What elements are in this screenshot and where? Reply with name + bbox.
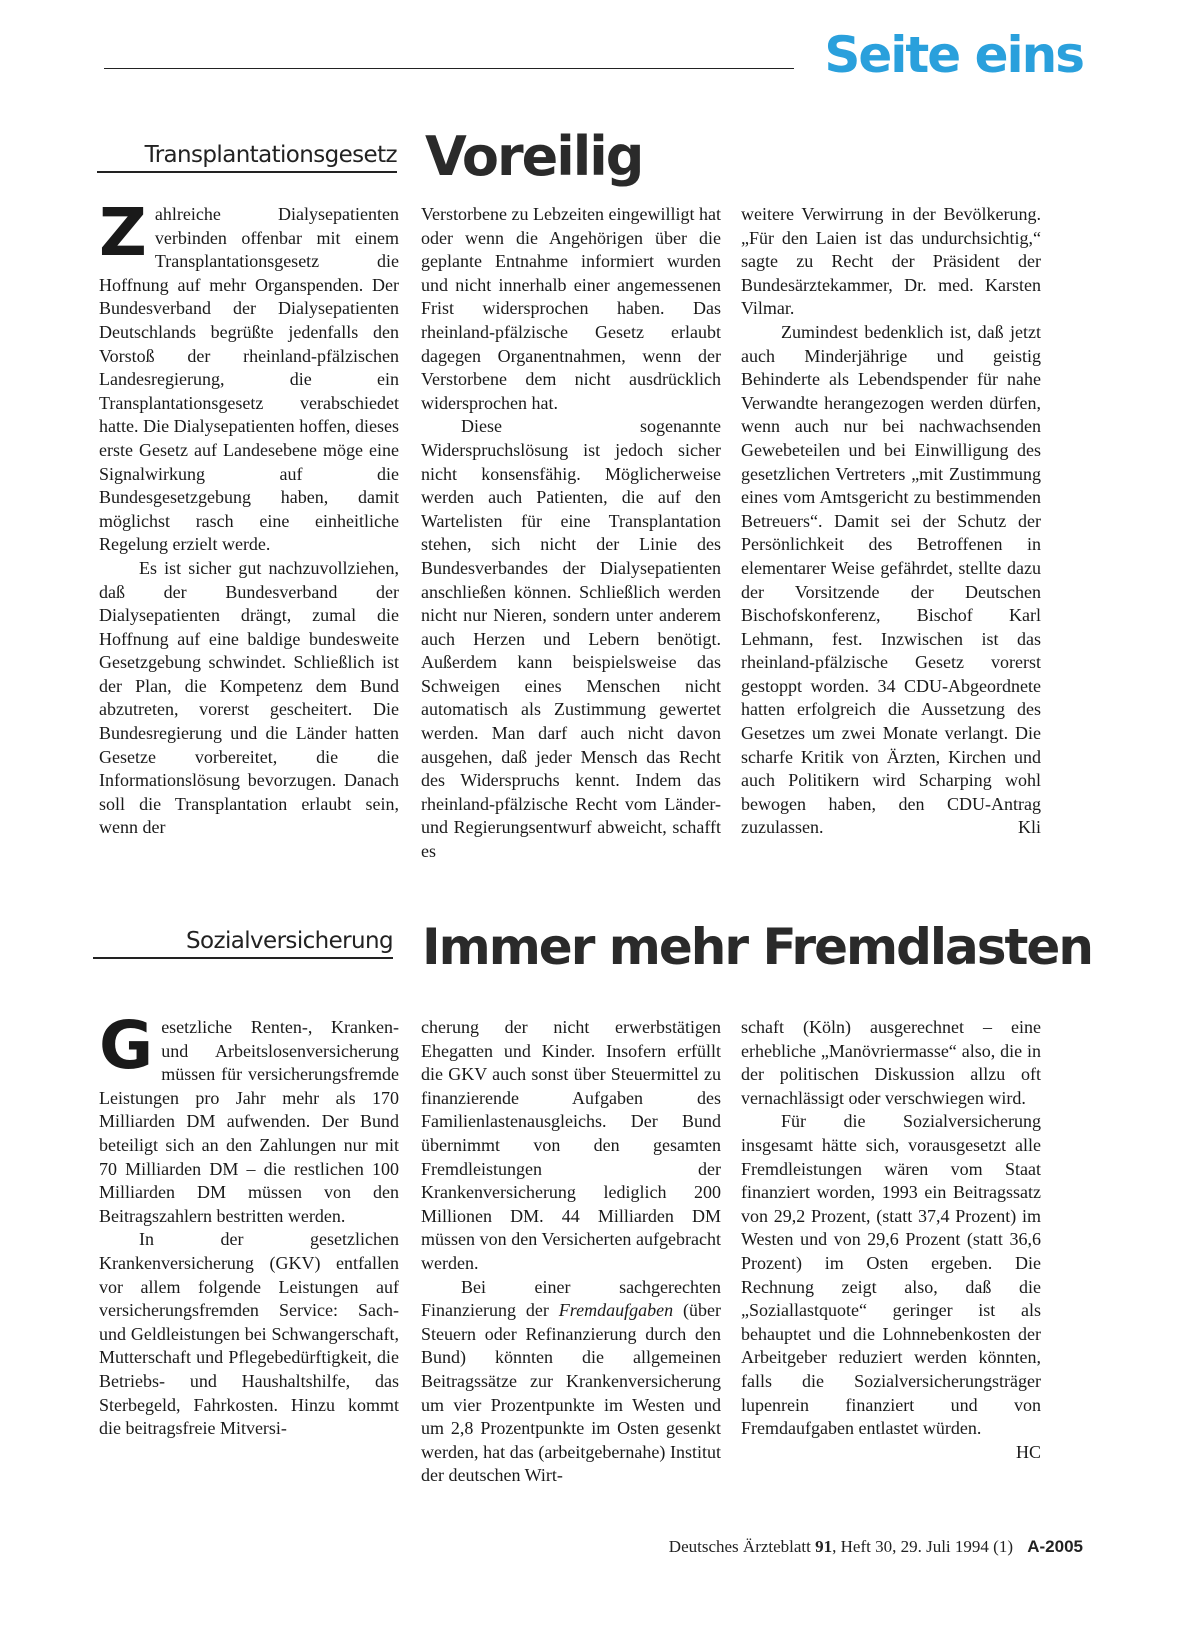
article1-headline: Voreilig [425, 125, 643, 188]
article2-col1-para1: Gesetzliche Renten-, Kranken- und Arbeitslosenversicherung müssen für versicherungsfremde Leistungen pro Jahr mehr als 170 Milliarden DM aufwenden. Der Bund beteiligt sich an den Zahlungen nur mit 70 Milliarden DM – die restlichen 100 Milliarden DM müssen von den Beitragszahlern bestritten werden. [99, 1007, 399, 1226]
page-footer [669, 1537, 1083, 1557]
article1-kicker: Transplantationsgesetz [97, 142, 397, 173]
article1-signature: Kli [1017, 817, 1041, 838]
article2-col2-para1: cherung der nicht erwerbstätigen Ehegatten und Kinder. Insofern erfüllt die GKV auch sonst über Steuermittel zu finanzierende Aufgaben des Familienlastenausgleichs. Der Bund übernimmt von den gesamten Fremdleistungen der Krankenversicherung lediglich 200 Millionen DM. 44 Milliarden DM müssen von den Versicherten aufgebracht werden. [421, 1017, 721, 1273]
article1-column-3 [741, 203, 1041, 840]
emphasis-fremdaufgaben: Fremdaufgaben [558, 1300, 674, 1321]
article2-column-3 [741, 1016, 1041, 1464]
article2-headline: Immer mehr Fremdlasten [422, 918, 1092, 976]
article2-col1-para2: In der gesetzlichen Krankenversicherung (GKV) entfallen vor allem folgende Leistungen auf versicherungsfremden Service: Sach- und Geldleistungen bei Schwangerschaft, Mutterschaft und Pflegebedürftigkeit, die Betriebs- und Haushaltshilfe, das Sterbegeld, Fahrkosten. Hinzu kommt die beitragsfreie Mitversi- [99, 1229, 399, 1439]
article1-col1-para2: Es ist sicher gut nachzuvollziehen, daß der Bundesverband der Dialysepatienten drängt, zumal die Hoffnung auf eine baldige bundesweite Gesetzgebung schwindet. Schließlich ist der Plan, die Kompetenz dem Bund abzutreten, vorerst gescheitert. Die Bundesregierung und die Länder hatten Gesetze vorbereitet, die die Informationslösung bevorzugen. Danach soll die Transplantation erlaubt sein, wenn der [99, 557, 399, 838]
article2-col3-para2: Für die Sozialversicherung insgesamt hätte sich, vorausgesetzt alle Fremdleistungen wären vom Staat finanziert worden, 1993 ein Beitragssatz von 29,2 Prozent, (statt 37,4 Prozent) im Westen und von 29,6 Prozent (statt 36,6 Prozent) im Osten ergeben. Die Rechnung zeigt also, daß die „Soziallastquote“ geringer ist als behauptet und die Lohnnebenkosten der Arbeitgeber reduziert werden könnten, falls die Sozialversicherungsträger lupenrein finanziert und von Fremdaufgaben entlastet würden. HC [741, 1110, 1041, 1440]
footer-volume: 91 [815, 1537, 833, 1556]
article1-col1-para1: Zahlreiche Dialysepatienten verbinden offenbar mit einem Transplantationsgesetz die Hoffnung auf mehr Organspenden. Der Bundesverband der Dialysepatienten Deutschlands begrüßte jedenfalls den Vorstoß der rheinland-pfälzischen Landesregierung, die ein Transplantationsgesetz verabschiedet hatte. Die Dialysepatienten hoffen, dieses erste Gesetz auf Landesebene möge eine Signalwirkung auf die Bundesgesetzgebung haben, damit möglichst rasch eine einheitliche Regelung erzielt werde. [99, 194, 399, 555]
article1-col3-para1: weitere Verwirrung in der Bevölkerung. „Für den Laien ist das undurchsichtig,“ sagte zu Recht der Präsident der Bundesärztekammer, Dr. med. Karsten Vilmar. [741, 204, 1041, 319]
article2-col2-para2: Bei einer sachgerechten Finanzierung der Fremdaufgaben (über Steuern oder Refinanzierung durch den Bund) könnten die allgemeinen Beitragssätze zur Krankenversicherung um vier Prozentpunkte im Westen und um 2,8 Prozentpunkte im Osten gesenkt werden, hat das (arbeitgebernahe) Institut der deutschen Wirt- [421, 1276, 721, 1486]
page-number: A-2005 [1027, 1537, 1083, 1556]
header-rule [104, 68, 794, 69]
article2-col3-para1: schaft (Köln) ausgerechnet – eine erhebliche „Manövriermasse“ also, die in der politischen Diskussion allzu oft vernachlässigt oder verschwiegen wird. [741, 1017, 1041, 1108]
article1-col2-para2: Diese sogenannte Widerspruchslösung ist jedoch sicher nicht konsensfähig. Möglicherweise werden auch Patienten, die auf den Wartelisten für eine Transplantation stehen, sich nicht der Linie des Bundesverbandes der Dialysepatienten anschließen können. Schließlich werden nicht nur Nieren, sondern unter anderem auch Herzen und Lebern benötigt. Außerdem kann beispielsweise das Schweigen eines Menschen nicht automatisch als Zustimmung gewertet werden. Man darf auch nicht davon ausgehen, daß jeder Mensch das Recht des Widerspruchs kennt. Indem das rheinland-pfälzische Recht vom Länder- und Regierungsentwurf abweicht, schafft es [421, 416, 721, 862]
article1-column-2 [421, 203, 721, 864]
article2-column-2 [421, 1016, 721, 1488]
article1-dropcap: Z [99, 194, 147, 271]
section-title: Seite eins [824, 26, 1083, 84]
article2-signature: HC [1015, 1441, 1041, 1462]
article2-kicker: Sozialversicherung [93, 928, 393, 959]
article1-column-1 [99, 194, 399, 840]
footer-journal: Deutsches Ärzteblatt [668, 1537, 811, 1556]
footer-issue: , Heft 30, 29. Juli 1994 (1) [832, 1537, 1013, 1556]
article1-col3-para2: Zumindest bedenklich ist, daß jetzt auch Minderjährige und geistig Behinderte als Lebendspender für nahe Verwandte herangezogen werden dürfen, wenn auch nur bei nachwachsenden Gewebeteilen und bei Einwilligung des gesetzlichen Vertreters „mit Zustimmung eines vom Amtsgericht zu bestimmenden Betreuers“. Damit sei der Schutz der Persönlichkeit des Betroffenen in elementarer Weise gefährdet, stellte dazu der Vorsitzende der Deutschen Bischofskonferenz, Bischof Karl Lehmann, fest. Inzwischen ist das rheinland-pfälzische Gesetz vorerst gestoppt worden. 34 CDU-Abgeordnete hatten erfolgreich die Aussetzung des Gesetzes um zwei Monate verlangt. Die scharfe Kritik von Ärzten, Kirchen und auch Politikern wird Scharping wohl bewogen haben, den CDU-Antrag zuzulassen. Kli [741, 321, 1041, 840]
article1-col2-para1: Verstorbene zu Lebzeiten eingewilligt hat oder wenn die Angehörigen über die geplante Entnahme informiert wurden und nicht innerhalb einer angemessenen Frist widersprochen haben. Das rheinland-pfälzische Gesetz erlaubt dagegen Organentnahmen, wenn der Verstorbene dem nicht ausdrücklich widersprochen hat. [421, 204, 721, 413]
article2-dropcap: G [99, 1007, 154, 1084]
article2-column-1 [99, 1007, 399, 1441]
